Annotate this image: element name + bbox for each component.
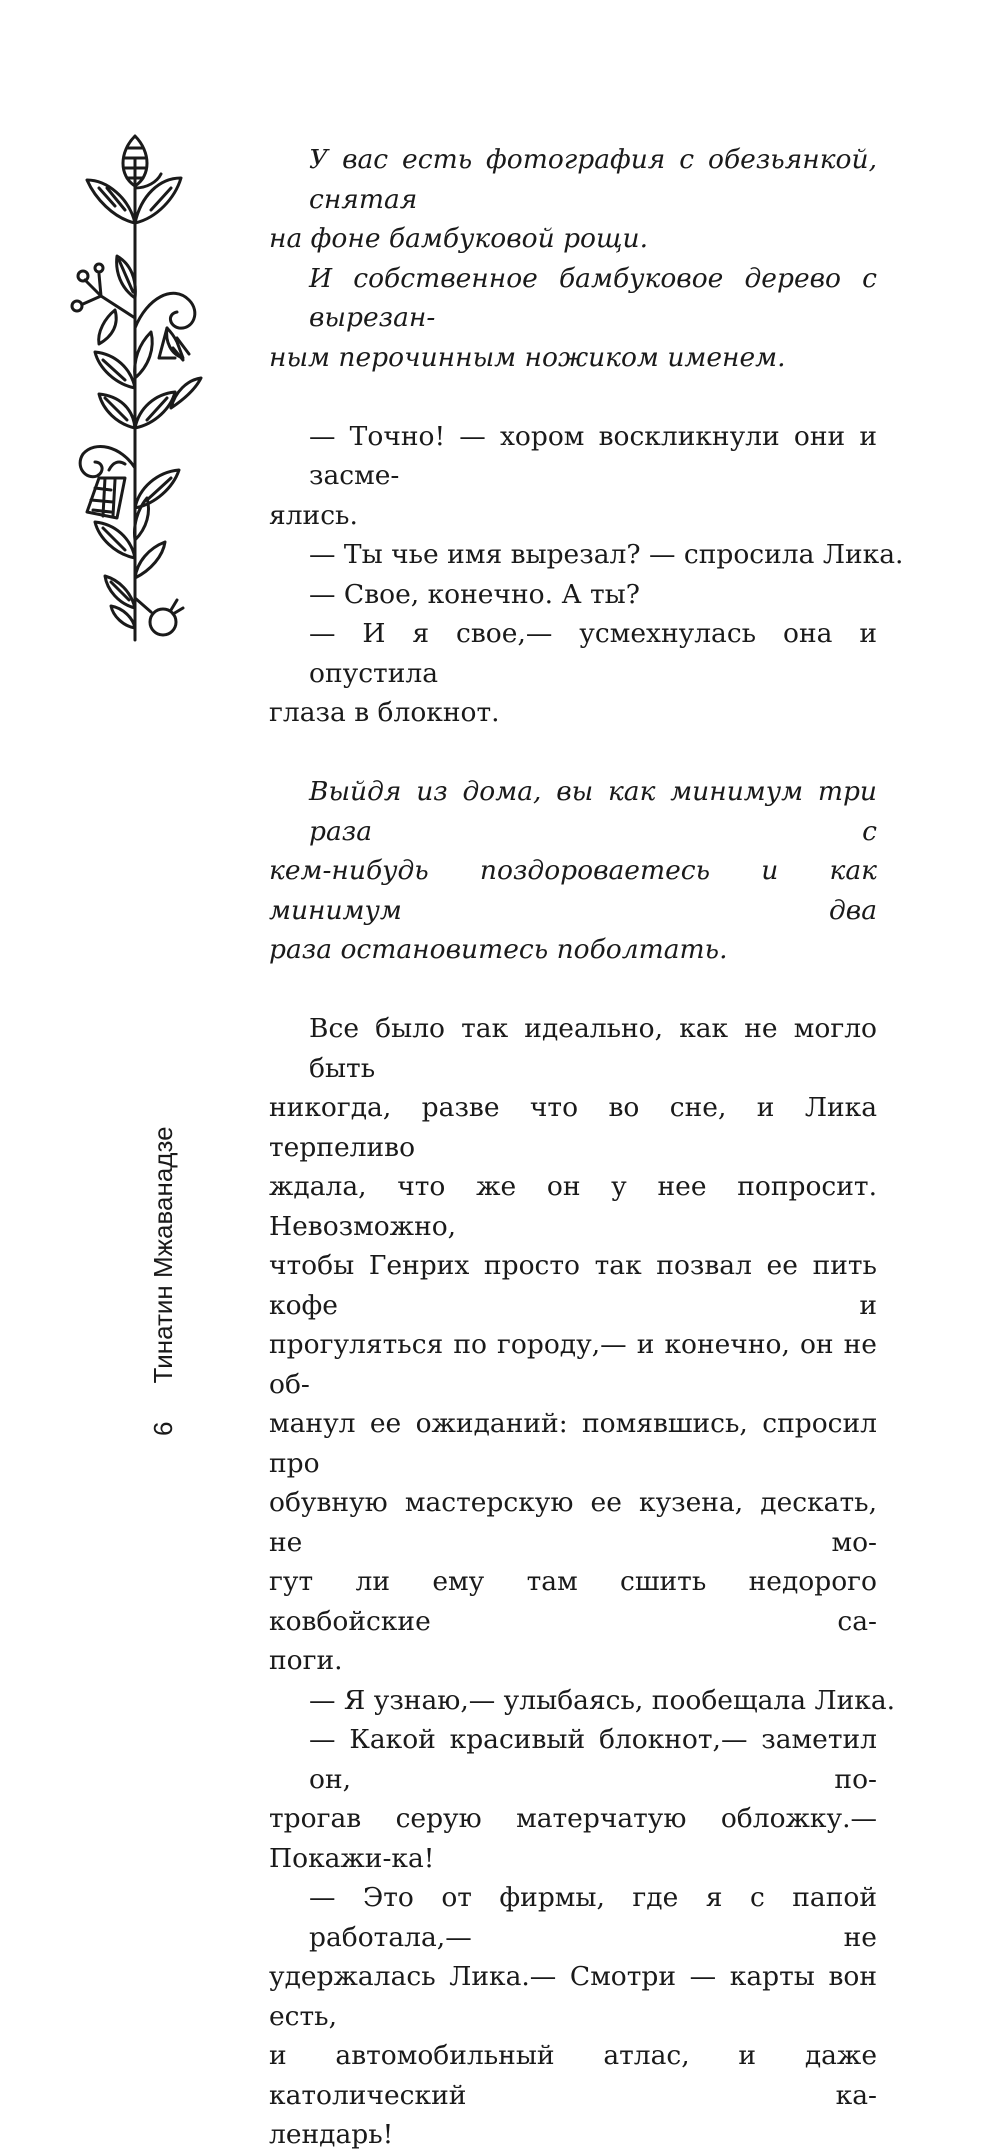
paragraph <box>269 1681 896 1721</box>
text-line: трогав серую матерчатую обложку.— Покажи-ка! <box>269 1803 877 1874</box>
text-column <box>269 140 904 2155</box>
paragraph <box>269 535 904 575</box>
paragraph <box>269 259 877 378</box>
running-header <box>148 1126 179 1436</box>
text-line: чтобы Генрих просто так позвал ее пить кофе и <box>269 1250 877 1321</box>
blank-line <box>269 733 877 773</box>
text-line: прогуляться по городу,— и конечно, он не об- <box>269 1329 877 1400</box>
text-line: обувную мастерскую ее кузена, дескать, не мо- <box>269 1487 877 1558</box>
paragraph <box>269 575 877 615</box>
text-line: поги. <box>269 1645 343 1676</box>
text-line: глаза в блокнот. <box>269 697 500 728</box>
text-line: У вас есть фотография с обезьянкой, снятая <box>309 144 877 215</box>
paragraph <box>269 417 877 536</box>
text-line: — Ты чье имя вырезал? — спросила Лика. <box>309 539 904 570</box>
author-name: Тинатин Мжаванадзе <box>148 1126 178 1384</box>
text-line: кем-нибудь поздороваетесь и как минимум два <box>269 855 877 926</box>
text-line: И собственное бамбуковое дерево с вырезан- <box>309 262 877 333</box>
paragraph <box>269 1009 877 1681</box>
text-line: и автомобильный атлас, и даже католический ка- <box>269 2040 877 2111</box>
text-line: — Точно! — хором воскликнули они и засме- <box>309 420 877 491</box>
text-line: Все было так идеально, как не могло быть <box>309 1013 877 1084</box>
text-line: — Какой красивый блокнот,— заметил он, по- <box>309 1724 877 1795</box>
text-line: ным перочинным ножиком именем. <box>269 341 786 373</box>
text-line: ялись. <box>269 499 358 531</box>
text-line: Выйдя из дома, вы как минимум три раза с <box>309 776 877 847</box>
text-line: — Я узнаю,— улыбаясь, пообещала Лика. <box>309 1684 896 1716</box>
paragraph <box>269 614 877 733</box>
text-line: — Свое, конечно. А ты? <box>309 578 640 610</box>
text-line: гут ли ему там сшить недорого ковбойские са- <box>269 1566 877 1637</box>
paragraph <box>269 1720 877 1878</box>
text-line: — И я свое,— усмехнулась она и опустила <box>309 618 877 689</box>
text-line: лендарь! <box>269 2119 394 2150</box>
text-line: никогда, разве что во сне, и Лика терпеливо <box>269 1092 877 1163</box>
botanical-ornament-icon <box>55 128 225 668</box>
text-line: на фоне бамбуковой рощи. <box>269 223 649 254</box>
text-line: ждала, что же он у нее попросит. Невозможно, <box>269 1171 877 1242</box>
page-number: 6 <box>148 1421 178 1436</box>
paragraph <box>269 140 877 259</box>
text-line: удержалась Лика.— Смотри — карты вон есть, <box>269 1961 877 2032</box>
text-line: раза остановитесь поболтать. <box>269 934 728 965</box>
text-line: — Это от фирмы, где я с папой работала,— не <box>309 1882 877 1953</box>
blank-line <box>269 970 877 1010</box>
paragraph <box>269 1878 877 2155</box>
blank-line <box>269 377 877 417</box>
paragraph <box>269 772 877 970</box>
text-line: манул ее ожиданий: помявшись, спросил про <box>269 1408 877 1479</box>
